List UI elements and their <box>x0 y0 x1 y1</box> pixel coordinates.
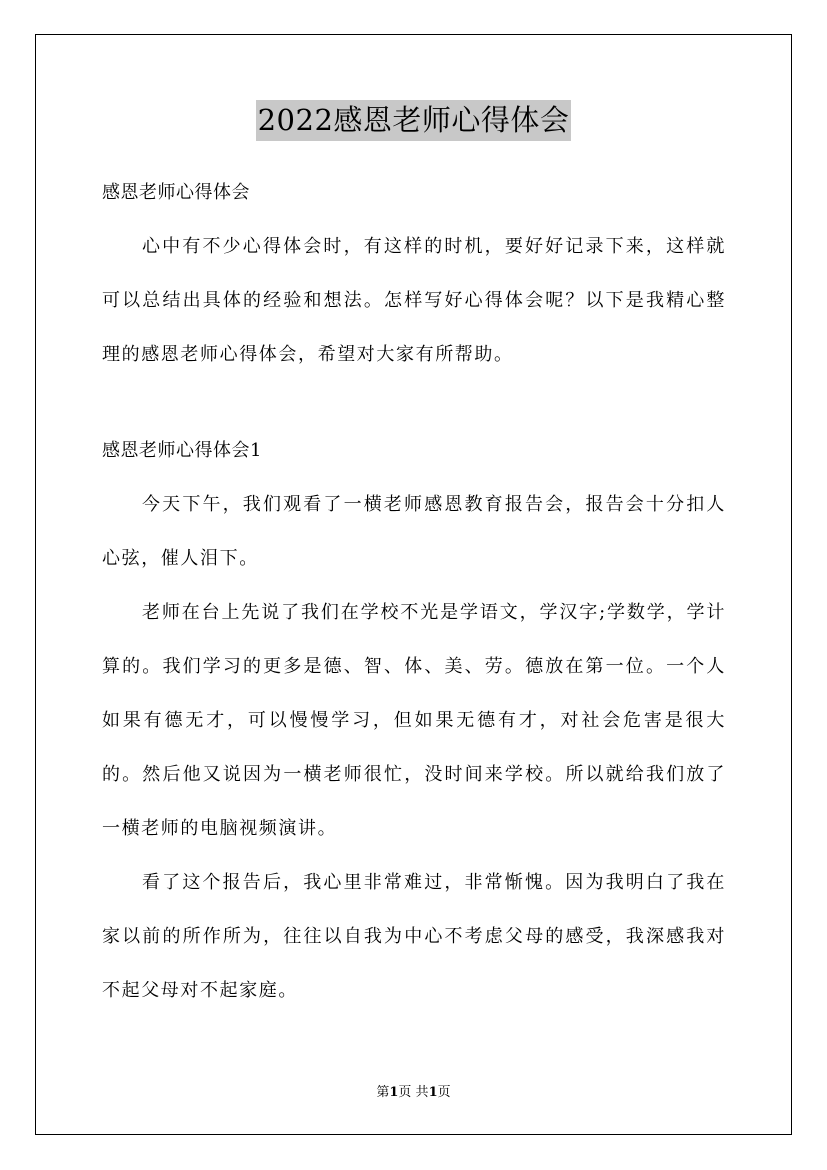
footer-page-mid: 页 共 <box>398 1085 429 1100</box>
section-heading: 感恩老师心得体会1 <box>102 440 262 461</box>
document-body <box>102 170 726 1018</box>
spacer <box>102 382 726 428</box>
page-footer <box>0 1084 827 1102</box>
footer-page-prefix: 第 <box>376 1085 390 1100</box>
section-paragraph: 老师在台上先说了我们在学校不光是学语文，学汉字;学数学，学计算的。我们学习的更多是德、智、体、美、劳。德放在第一位。一个人如果有德无才，可以慢慢学习，但如果无德有才，对社会危害是很大的。然后他又说因为一横老师很忙，没时间来学校。所以就给我们放了一横老师的电脑视频演讲。 <box>102 602 726 839</box>
section-paragraph: 今天下午，我们观看了一横老师感恩教育报告会，报告会十分扣人心弦，催人泪下。 <box>102 494 726 569</box>
footer-page-total: 1 <box>428 1085 438 1100</box>
document-title: 2022感恩老师心得体会 <box>256 100 572 141</box>
intro-heading: 感恩老师心得体会 <box>102 182 250 203</box>
title-container <box>0 100 827 141</box>
footer-page-current: 1 <box>389 1085 399 1100</box>
intro-paragraph: 心中有不少心得体会时，有这样的时机，要好好记录下来，这样就可以总结出具体的经验和想法。怎样写好心得体会呢？以下是我精心整理的感恩老师心得体会，希望对大家有所帮助。 <box>102 236 726 365</box>
section-paragraph: 看了这个报告后，我心里非常难过，非常惭愧。因为我明白了我在家以前的所作所为，往往以自我为中心不考虑父母的感受，我深感我对不起父母对不起家庭。 <box>102 872 726 1001</box>
footer-page-suffix: 页 <box>437 1085 451 1100</box>
